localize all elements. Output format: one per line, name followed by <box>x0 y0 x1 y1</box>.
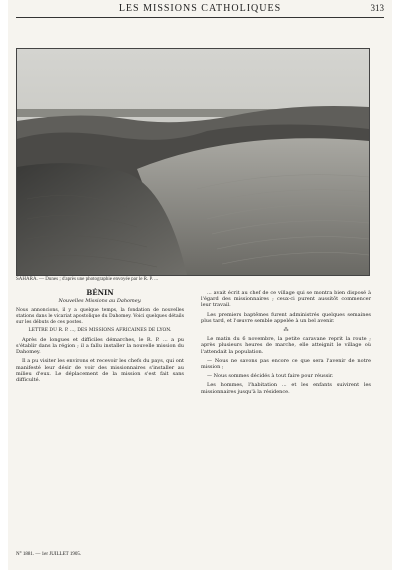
paragraph: — Nous ne savons pas encore ce que sera l'avenir de notre mission ; <box>201 357 371 371</box>
dunes-image <box>17 49 369 275</box>
paragraph: ... avait écrit au chef de ce village qui se montra bien disposé à l'égard des missionnaires ; ceux-ci purent aussitôt commencer leur travail. <box>201 290 371 309</box>
section-subtitle: Nouvelles Missions au Dahomey. <box>58 298 142 305</box>
photo-caption: SAHARA. — Dunes ; d'après une photographie envoyée par le R. P. ... <box>16 277 158 282</box>
letter-heading: LETTRE DU R. P. ..., DES MISSIONS AFRICAINES DE LYON. <box>28 328 172 334</box>
separator-ornament: ⁂ <box>283 327 289 334</box>
paragraph: Après de longues et difficiles démarches, le R. P. ... a pu s'établir dans la région ; il a fallu installer la nouvelle mission du Dahomey. <box>16 336 184 356</box>
right-column <box>201 290 371 398</box>
intro-text: Nous annoncions, il y a quelque temps, la fondation de nouvelles stations dans le vicariat apostolique du Dahomey. Voici quelques détails sur les débuts de ces postes. <box>16 308 184 325</box>
left-column <box>16 290 184 386</box>
paragraph: Il a pu visiter les environs et recevoir les chefs du pays, qui ont manifesté leur désir de voir des missionnaires s'installer au milieu d'eux. Le déplacement de la mission s'est fait sans difficulté. <box>16 358 184 383</box>
page-number: 313 <box>370 3 384 13</box>
paragraph: — Nous sommes décidés à tout faire pour réussir. <box>207 373 334 380</box>
paragraph: Les premiers baptêmes furent administrés quelques semaines plus tard, et l'œuvre semble appelée à un bel avenir. <box>201 311 371 324</box>
paragraph: Les hommes, l'habitation ... et les enfants suivirent les missionnaires jusqu'à la résidence. <box>201 382 371 395</box>
page-footer: N° 1881. — 1er JUILLET 1905. <box>16 552 82 557</box>
document-page <box>8 0 392 570</box>
page-header <box>16 3 384 18</box>
paragraph: Le matin du 6 novembre, la petite caravane reprit la route ; après plusieurs heures de marche, elle atteignit le village où l'attendait la population. <box>201 336 371 355</box>
desert-dunes-photo <box>16 48 370 276</box>
running-title: LES MISSIONS CATHOLIQUES <box>118 3 282 14</box>
section-title: BÉNIN <box>86 288 114 297</box>
